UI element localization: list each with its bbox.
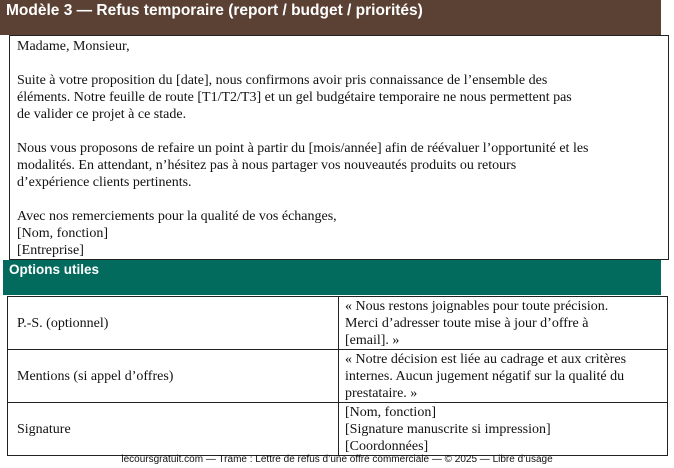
option-label-ps: P.-S. (optionnel): [8, 297, 339, 350]
table-row: [8, 350, 668, 403]
letter-paragraph-2-line-2: modalités. En attendant, n’hésitez pas à nous partager vos nouveautés produits ou retours: [17, 158, 517, 173]
page-title: Modèle 3 — Refus temporaire (report / budget / priorités): [0, 0, 661, 35]
letter-paragraph-2: [17, 140, 668, 191]
option-value-signature: [339, 403, 668, 456]
option-value-mentions: [339, 350, 668, 403]
table-row: [8, 403, 668, 456]
option-value-mentions-line-1: « Notre décision est liée au cadrage et aux critères: [345, 352, 627, 367]
option-value-signature-line-3: [Coordonnées]: [345, 439, 429, 454]
letter-closing: Avec nos remerciements pour la qualité de vos échanges,: [17, 209, 337, 224]
letter-paragraph-1: [17, 72, 668, 123]
option-value-ps-line-2: Merci d’adresser toute mise à jour d’offre à: [345, 316, 589, 331]
letter-greeting: Madame, Monsieur,: [17, 39, 130, 54]
table-row: [8, 297, 668, 350]
page-footer: lecoursgratuit.com — Trame : Lettre de refus d’une offre commerciale — © 2025 — Libre d’usage: [121, 454, 553, 465]
option-value-signature-line-2: [Signature manuscrite si impression]: [345, 422, 551, 437]
letter-signature-name: [Nom, fonction]: [17, 226, 108, 241]
option-value-ps: [339, 297, 668, 350]
options-table: [7, 296, 668, 456]
option-value-ps-line-1: « Nous restons joignables pour toute précision.: [345, 299, 609, 314]
letter-paragraph-2-line-3: d’expérience clients pertinents.: [17, 175, 192, 190]
options-heading: Options utiles: [3, 260, 661, 295]
option-value-mentions-line-2: internes. Aucun jugement négatif sur la qualité du: [345, 369, 625, 384]
letter-body: [9, 35, 669, 260]
option-value-ps-line-3: [email]. »: [345, 333, 400, 348]
option-value-signature-line-1: [Nom, fonction]: [345, 405, 436, 420]
option-label-mentions: Mentions (si appel d’offres): [8, 350, 339, 403]
letter-closing-block: [17, 208, 668, 259]
letter-paragraph-1-line-2: éléments. Notre feuille de route [T1/T2/T3] et un gel budgétaire temporaire ne nous permettent pas: [17, 90, 572, 105]
option-value-mentions-line-3: prestataire. »: [345, 386, 418, 401]
letter-paragraph-2-line-1: Nous vous proposons de refaire un point à partir du [mois/année] afin de réévaluer l’opportunité et les: [17, 141, 589, 156]
letter-paragraph-1-line-1: Suite à votre proposition du [date], nous confirmons avoir pris connaissance de l’ensemble des: [17, 73, 548, 88]
letter-paragraph-1-line-3: de valider ce projet à ce stade.: [17, 107, 187, 122]
option-label-signature: Signature: [8, 403, 339, 456]
letter-signature-company: [Entreprise]: [17, 243, 84, 258]
